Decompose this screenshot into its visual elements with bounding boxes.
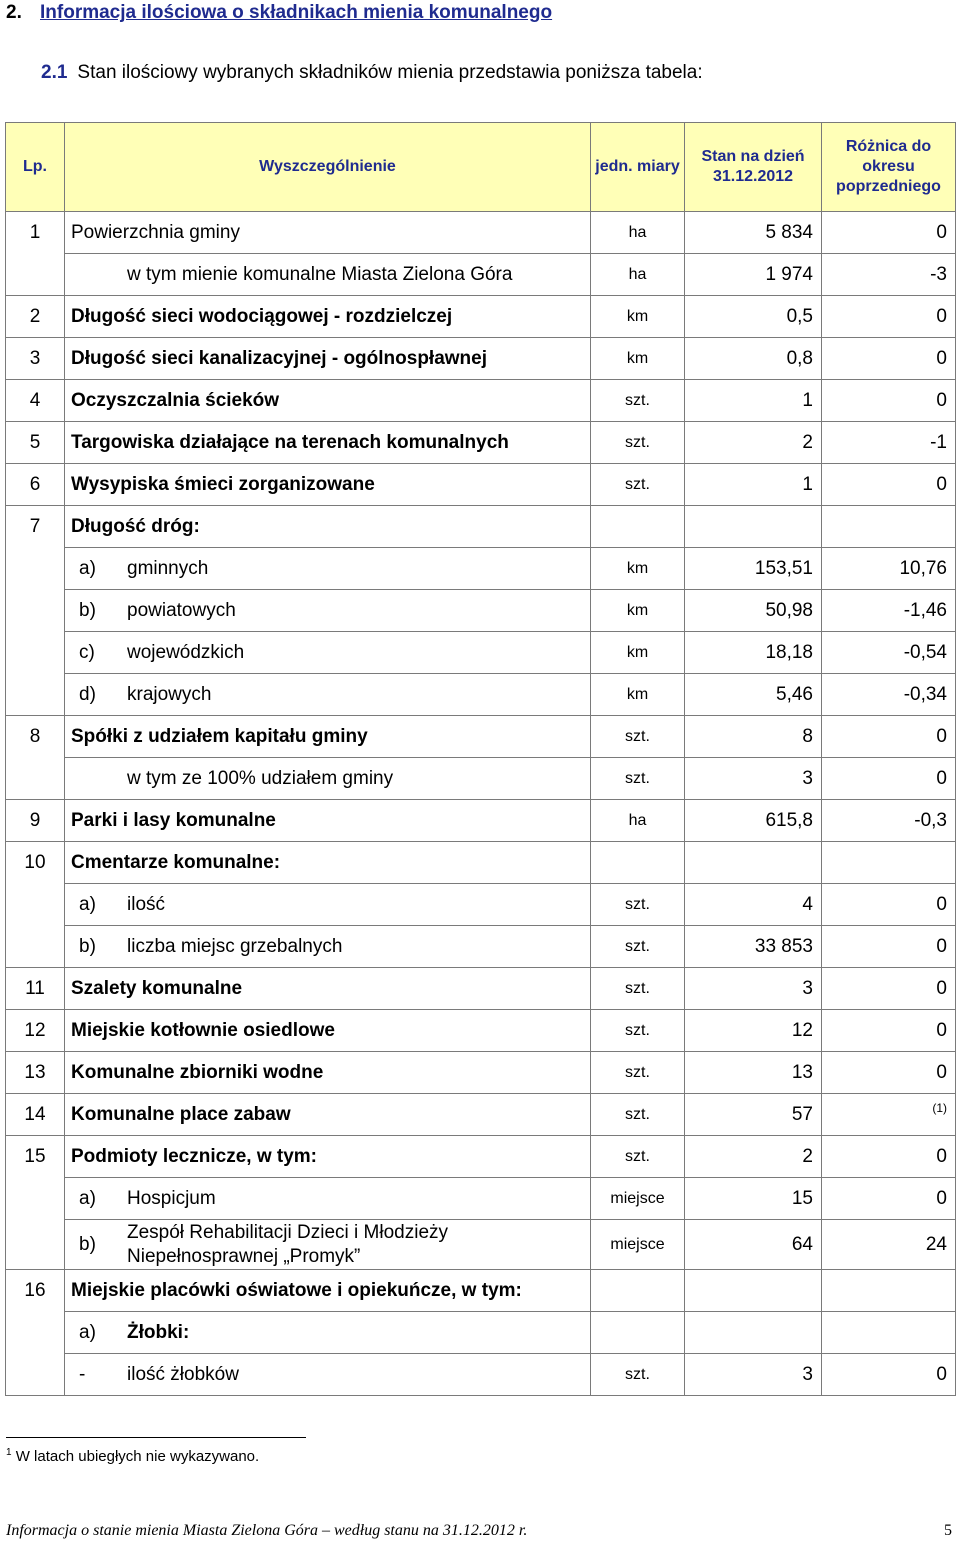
row-description: Miejskie kotłownie osiedlowe (65, 1010, 591, 1052)
row-unit: szt. (591, 884, 685, 926)
row-lp: 14 (6, 1094, 65, 1136)
row-lp: 16 (6, 1270, 65, 1312)
row-difference: 0 (822, 1178, 956, 1220)
row-difference: -0,3 (822, 800, 956, 842)
row-lp (6, 254, 65, 296)
page-footer: Informacja o stanie mienia Miasta Zielona Góra – według stanu na 31.12.2012 r. (6, 1522, 528, 1539)
assets-table (5, 122, 956, 1396)
row-value: 5 834 (685, 212, 822, 254)
row-description: Parki i lasy komunalne (65, 800, 591, 842)
row-unit: szt. (591, 1094, 685, 1136)
row-letter: a) (79, 1321, 96, 1343)
row-description: Długość dróg: (65, 506, 591, 548)
header-state: Stan na dzień 31.12.2012 (685, 123, 822, 212)
header-lp: Lp. (6, 123, 65, 212)
page-number: 5 (944, 1522, 952, 1539)
row-description: Targowiska działające na terenach komunalnych (65, 422, 591, 464)
row-description-text: ilość żłobków (127, 1363, 239, 1385)
row-value: 2 (685, 1136, 822, 1178)
row-lp: 8 (6, 716, 65, 758)
row-difference: 0 (822, 758, 956, 800)
table-row (6, 1094, 956, 1136)
row-difference: 0 (822, 464, 956, 506)
row-lp (6, 884, 65, 926)
row-difference: 0 (822, 884, 956, 926)
row-unit (591, 1270, 685, 1312)
row-letter: b) (79, 599, 96, 621)
table-row (6, 716, 956, 758)
row-lp (6, 1178, 65, 1220)
row-difference: -3 (822, 254, 956, 296)
row-description-text: powiatowych (127, 599, 236, 621)
table-row (6, 1270, 956, 1312)
row-description: w tym mienie komunalne Miasta Zielona Góra (65, 254, 591, 296)
footnote-separator (6, 1437, 306, 1438)
row-letter: - (79, 1363, 86, 1385)
row-value: 13 (685, 1052, 822, 1094)
row-description-text: gminnych (127, 557, 209, 579)
row-description-text: wojewódzkich (127, 641, 245, 663)
row-difference: 0 (822, 926, 956, 968)
row-description: Długość sieci wodociągowej - rozdzielczej (65, 296, 591, 338)
row-unit (591, 506, 685, 548)
row-difference: 0 (822, 1354, 956, 1396)
row-letter: b) (79, 1233, 96, 1255)
table-row (6, 1052, 956, 1094)
row-difference: 0 (822, 1052, 956, 1094)
row-difference (822, 1094, 956, 1136)
row-description-text: liczba miejsc grzebalnych (127, 935, 343, 957)
section-heading (6, 2, 552, 24)
row-difference: -0,54 (822, 632, 956, 674)
row-value: 0,8 (685, 338, 822, 380)
row-lp (6, 674, 65, 716)
table-row (6, 338, 956, 380)
row-lp: 6 (6, 464, 65, 506)
header-unit: jedn. miary (591, 123, 685, 212)
row-value: 1 (685, 380, 822, 422)
row-difference: 0 (822, 1010, 956, 1052)
subsection-title: Stan ilościowy wybranych składników mienia przedstawia poniższa tabela: (77, 62, 703, 83)
table-row (6, 1354, 956, 1396)
row-lp: 11 (6, 968, 65, 1010)
row-description: w tym ze 100% udziałem gminy (65, 758, 591, 800)
table-row (6, 674, 956, 716)
row-unit: szt. (591, 464, 685, 506)
row-description (65, 1312, 591, 1354)
row-description: Oczyszczalnia ścieków (65, 380, 591, 422)
row-description: Spółki z udziałem kapitału gminy (65, 716, 591, 758)
row-letter: b) (79, 935, 96, 957)
row-lp: 7 (6, 506, 65, 548)
row-description (65, 548, 591, 590)
row-description (65, 884, 591, 926)
row-letter: c) (79, 641, 95, 663)
row-difference: 0 (822, 1136, 956, 1178)
row-value: 1 (685, 464, 822, 506)
row-unit: szt. (591, 716, 685, 758)
row-description: Komunalne zbiorniki wodne (65, 1052, 591, 1094)
table-row (6, 254, 956, 296)
row-description (65, 674, 591, 716)
table-row (6, 464, 956, 506)
row-difference (822, 1312, 956, 1354)
row-difference: 0 (822, 212, 956, 254)
row-difference: 0 (822, 338, 956, 380)
row-lp: 3 (6, 338, 65, 380)
row-lp: 12 (6, 1010, 65, 1052)
row-description-text: ilość (127, 893, 166, 915)
row-description (65, 1178, 591, 1220)
row-value: 15 (685, 1178, 822, 1220)
table-row (6, 1178, 956, 1220)
row-value: 1 974 (685, 254, 822, 296)
table-row (6, 1010, 956, 1052)
row-letter: a) (79, 557, 96, 579)
row-value: 3 (685, 1354, 822, 1396)
row-lp: 10 (6, 842, 65, 884)
row-value: 615,8 (685, 800, 822, 842)
row-lp: 2 (6, 296, 65, 338)
row-unit: szt. (591, 1136, 685, 1178)
row-unit: miejsce (591, 1178, 685, 1220)
footnote (6, 1447, 259, 1465)
table-header-row (6, 123, 956, 212)
row-difference: 0 (822, 968, 956, 1010)
row-description-text: Hospicjum (127, 1187, 216, 1209)
table-row (6, 1220, 956, 1270)
row-description (65, 926, 591, 968)
row-description (65, 632, 591, 674)
row-unit: km (591, 590, 685, 632)
subsection-heading (41, 62, 703, 84)
row-value (685, 1312, 822, 1354)
row-letter: a) (79, 1187, 96, 1209)
row-unit: ha (591, 254, 685, 296)
row-description-text: Żłobki: (127, 1321, 190, 1343)
footnote-reference: (1) (932, 1100, 947, 1115)
table-row (6, 506, 956, 548)
row-difference: -1 (822, 422, 956, 464)
table-row (6, 590, 956, 632)
row-value: 64 (685, 1220, 822, 1270)
row-unit: szt. (591, 926, 685, 968)
row-value: 50,98 (685, 590, 822, 632)
row-unit: szt. (591, 1052, 685, 1094)
row-unit: szt. (591, 380, 685, 422)
row-lp (6, 632, 65, 674)
row-unit: km (591, 338, 685, 380)
row-value: 153,51 (685, 548, 822, 590)
row-lp: 9 (6, 800, 65, 842)
row-description (65, 590, 591, 632)
row-description: Cmentarze komunalne: (65, 842, 591, 884)
row-description: Powierzchnia gminy (65, 212, 591, 254)
row-description: Długość sieci kanalizacyjnej - ogólnospławnej (65, 338, 591, 380)
table-row (6, 380, 956, 422)
section-title: Informacja ilościowa o składnikach mienia komunalnego (40, 2, 553, 23)
row-unit: km (591, 632, 685, 674)
row-difference: 0 (822, 380, 956, 422)
row-difference: 0 (822, 716, 956, 758)
row-unit: miejsce (591, 1220, 685, 1270)
row-letter: d) (79, 683, 96, 705)
row-lp: 4 (6, 380, 65, 422)
row-description: Wysypiska śmieci zorganizowane (65, 464, 591, 506)
footnote-mark: 1 (6, 1447, 12, 1458)
row-description: Szalety komunalne (65, 968, 591, 1010)
row-description: Podmioty lecznicze, w tym: (65, 1136, 591, 1178)
row-value: 3 (685, 968, 822, 1010)
row-lp: 1 (6, 212, 65, 254)
row-difference (822, 1270, 956, 1312)
row-unit: ha (591, 800, 685, 842)
table-row (6, 926, 956, 968)
table-row (6, 548, 956, 590)
row-difference: 24 (822, 1220, 956, 1270)
subsection-number: 2.1 (41, 62, 68, 83)
table-row (6, 422, 956, 464)
table-row (6, 800, 956, 842)
row-lp (6, 548, 65, 590)
table-row (6, 296, 956, 338)
row-unit (591, 842, 685, 884)
table-row (6, 1312, 956, 1354)
row-lp (6, 1312, 65, 1354)
row-lp: 5 (6, 422, 65, 464)
row-value: 2 (685, 422, 822, 464)
row-value: 8 (685, 716, 822, 758)
row-unit: szt. (591, 1354, 685, 1396)
row-value: 5,46 (685, 674, 822, 716)
row-description-text: krajowych (127, 683, 212, 705)
table-row (6, 758, 956, 800)
row-value: 0,5 (685, 296, 822, 338)
row-lp (6, 1220, 65, 1270)
row-difference: -0,34 (822, 674, 956, 716)
row-lp: 13 (6, 1052, 65, 1094)
table-row (6, 212, 956, 254)
row-unit: ha (591, 212, 685, 254)
row-unit: szt. (591, 1010, 685, 1052)
header-difference: Różnica do okresu poprzedniego (822, 123, 956, 212)
table-row (6, 632, 956, 674)
row-value: 3 (685, 758, 822, 800)
header-description: Wyszczególnienie (65, 123, 591, 212)
row-difference: -1,46 (822, 590, 956, 632)
row-value: 33 853 (685, 926, 822, 968)
table-row (6, 884, 956, 926)
row-value: 18,18 (685, 632, 822, 674)
row-unit: km (591, 674, 685, 716)
row-description (65, 1354, 591, 1396)
row-value (685, 1270, 822, 1312)
row-lp: 15 (6, 1136, 65, 1178)
row-unit: szt. (591, 422, 685, 464)
section-number: 2. (6, 2, 22, 23)
row-lp (6, 758, 65, 800)
row-value: 57 (685, 1094, 822, 1136)
row-lp (6, 926, 65, 968)
row-description: Komunalne place zabaw (65, 1094, 591, 1136)
row-description: Miejskie placówki oświatowe i opiekuńcze, w tym: (65, 1270, 591, 1312)
row-difference (822, 842, 956, 884)
row-value (685, 506, 822, 548)
row-unit: szt. (591, 758, 685, 800)
row-difference: 10,76 (822, 548, 956, 590)
row-value: 4 (685, 884, 822, 926)
table-row (6, 1136, 956, 1178)
row-unit: km (591, 296, 685, 338)
row-unit: km (591, 548, 685, 590)
table-row (6, 968, 956, 1010)
row-unit (591, 1312, 685, 1354)
row-description (65, 1220, 591, 1270)
row-description-text: Zespół Rehabilitacji Dzieci i Młodzieży Niepełnosprawnej „Promyk” (127, 1221, 449, 1267)
row-lp (6, 1354, 65, 1396)
table-row (6, 842, 956, 884)
row-difference (822, 506, 956, 548)
row-value: 12 (685, 1010, 822, 1052)
row-value (685, 842, 822, 884)
row-lp (6, 590, 65, 632)
row-difference: 0 (822, 296, 956, 338)
footnote-text: W latach ubiegłych nie wykazywano. (15, 1448, 260, 1465)
row-unit: szt. (591, 968, 685, 1010)
row-letter: a) (79, 893, 96, 915)
